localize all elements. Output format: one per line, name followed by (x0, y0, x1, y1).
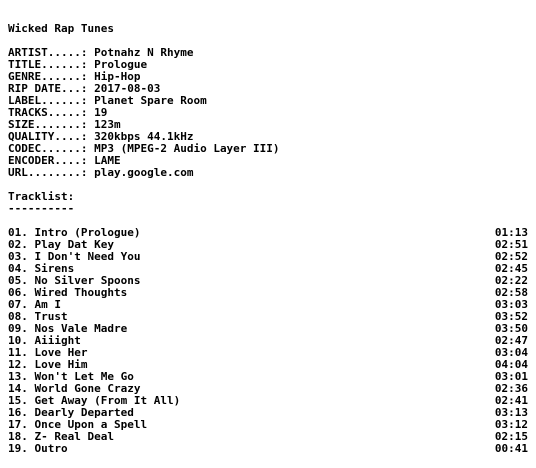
info-value: 123m (94, 119, 121, 131)
track-duration: 02:52 (494, 251, 528, 263)
info-row (8, 107, 528, 119)
tracklist-rule: ---------- (8, 203, 75, 215)
info-value: Potnahz N Rhyme (94, 47, 194, 59)
track-left (8, 323, 127, 335)
track-left (8, 227, 140, 239)
info-value: 320kbps 44.1kHz (94, 131, 194, 143)
track-name: Love Her (34, 347, 88, 359)
info-key: URL........: (8, 167, 88, 179)
track-row (8, 263, 528, 275)
track-left (8, 443, 68, 455)
spacer (8, 215, 528, 227)
track-row (8, 419, 528, 431)
track-name: World Gone Crazy (34, 383, 141, 395)
info-row (8, 143, 528, 155)
info-value: 19 (94, 107, 108, 119)
track-duration: 02:15 (494, 431, 528, 443)
info-key: TRACKS.....: (8, 107, 88, 119)
document-title: Wicked Rap Tunes (8, 23, 114, 35)
track-duration: 03:52 (494, 311, 528, 323)
track-left (8, 299, 61, 311)
info-row (8, 59, 528, 71)
info-row (8, 155, 528, 167)
track-number: 08. (8, 311, 28, 323)
track-name: Sirens (34, 263, 75, 275)
spacer (8, 179, 528, 191)
track-left (8, 371, 134, 383)
track-number: 12. (8, 359, 28, 371)
track-name: Nos Vale Madre (34, 323, 128, 335)
info-row (8, 47, 528, 59)
info-key: ARTIST.....: (8, 47, 88, 59)
track-number: 15. (8, 395, 28, 407)
track-left (8, 287, 127, 299)
track-left (8, 419, 147, 431)
info-row (8, 119, 528, 131)
track-left (8, 251, 140, 263)
track-left (8, 431, 114, 443)
track-name: Intro (Prologue) (34, 227, 141, 239)
info-row (8, 167, 528, 179)
track-row (8, 311, 528, 323)
track-left (8, 311, 68, 323)
info-value: Prologue (94, 59, 148, 71)
info-value: Hip-Hop (94, 71, 141, 83)
track-row (8, 383, 528, 395)
track-number: 19. (8, 443, 28, 455)
track-number: 07. (8, 299, 28, 311)
info-row (8, 95, 528, 107)
tracklist-heading: Tracklist: (8, 191, 75, 203)
track-name: Won't Let Me Go (34, 371, 134, 383)
info-key: TITLE......: (8, 59, 88, 71)
track-row (8, 227, 528, 239)
track-row (8, 251, 528, 263)
track-row (8, 287, 528, 299)
track-number: 02. (8, 239, 28, 251)
info-value: 2017-08-03 (94, 83, 161, 95)
track-name: Trust (34, 311, 68, 323)
track-left (8, 407, 134, 419)
track-duration: 03:04 (494, 347, 528, 359)
track-name: Love Him (34, 359, 88, 371)
track-duration: 02:22 (494, 275, 528, 287)
track-left (8, 275, 140, 287)
track-number: 11. (8, 347, 28, 359)
track-left (8, 395, 180, 407)
track-duration: 03:03 (494, 299, 528, 311)
track-number: 14. (8, 383, 28, 395)
track-duration: 03:01 (494, 371, 528, 383)
info-value: Planet Spare Room (94, 95, 207, 107)
track-row (8, 323, 528, 335)
track-row (8, 335, 528, 347)
track-duration: 04:04 (494, 359, 528, 371)
track-row (8, 407, 528, 419)
track-left (8, 239, 114, 251)
track-left (8, 359, 87, 371)
track-left (8, 263, 74, 275)
nfo-document (8, 23, 528, 455)
release-info (8, 47, 528, 179)
track-row (8, 347, 528, 359)
track-number: 03. (8, 251, 28, 263)
track-row (8, 275, 528, 287)
info-key: CODEC......: (8, 143, 88, 155)
info-key: LABEL......: (8, 95, 88, 107)
track-name: Get Away (From It All) (34, 395, 181, 407)
track-name: Play Dat Key (34, 239, 114, 251)
track-duration: 01:13 (494, 227, 528, 239)
info-key: ENCODER....: (8, 155, 88, 167)
track-name: Aiiight (34, 335, 81, 347)
track-left (8, 383, 140, 395)
track-duration: 03:13 (494, 407, 528, 419)
track-number: 16. (8, 407, 28, 419)
track-number: 13. (8, 371, 28, 383)
track-duration: 02:47 (494, 335, 528, 347)
track-row (8, 371, 528, 383)
track-duration: 00:41 (494, 443, 528, 455)
track-name: Am I (34, 299, 61, 311)
info-value: MP3 (MPEG-2 Audio Layer III) (94, 143, 280, 155)
track-row (8, 239, 528, 251)
track-left (8, 347, 87, 359)
track-number: 01. (8, 227, 28, 239)
track-row (8, 359, 528, 371)
track-duration: 03:12 (494, 419, 528, 431)
track-duration: 02:51 (494, 239, 528, 251)
track-row (8, 431, 528, 443)
track-number: 18. (8, 431, 28, 443)
track-left (8, 335, 81, 347)
tracklist (8, 227, 528, 455)
track-name: Dearly Departed (34, 407, 134, 419)
info-key: SIZE.......: (8, 119, 88, 131)
track-duration: 02:45 (494, 263, 528, 275)
track-number: 10. (8, 335, 28, 347)
track-name: Z- Real Deal (34, 431, 114, 443)
track-duration: 03:50 (494, 323, 528, 335)
info-row (8, 83, 528, 95)
info-key: QUALITY....: (8, 131, 88, 143)
track-name: Once Upon a Spell (34, 419, 148, 431)
track-name: Wired Thoughts (34, 287, 128, 299)
track-name: I Don't Need You (34, 251, 141, 263)
track-row (8, 395, 528, 407)
track-number: 06. (8, 287, 28, 299)
info-row (8, 131, 528, 143)
info-value: LAME (94, 155, 121, 167)
track-number: 04. (8, 263, 28, 275)
track-name: No Silver Spoons (34, 275, 141, 287)
track-name: Outro (34, 443, 68, 455)
track-duration: 02:41 (494, 395, 528, 407)
track-duration: 02:58 (494, 287, 528, 299)
track-number: 05. (8, 275, 28, 287)
info-key: GENRE......: (8, 71, 88, 83)
info-key: RIP DATE...: (8, 83, 88, 95)
track-number: 09. (8, 323, 28, 335)
spacer (8, 35, 528, 47)
track-duration: 02:36 (494, 383, 528, 395)
info-value: play.google.com (94, 167, 194, 179)
track-number: 17. (8, 419, 28, 431)
track-row (8, 443, 528, 455)
info-row (8, 71, 528, 83)
track-row (8, 299, 528, 311)
